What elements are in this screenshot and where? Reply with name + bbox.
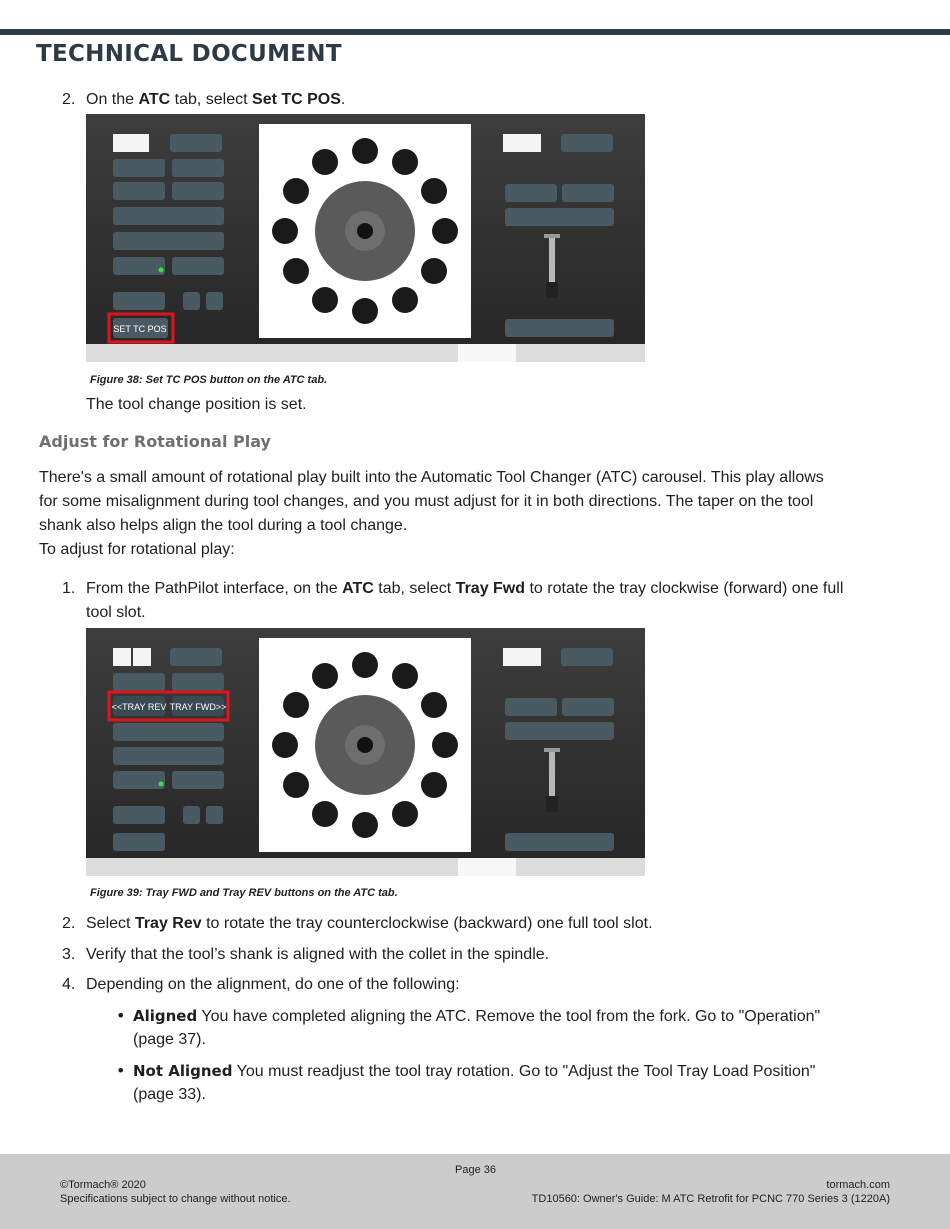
page-footer: [0, 1154, 950, 1229]
bullet-dot: •: [116, 1006, 126, 1025]
step-text: Depending on the alignment, do one of the following:: [86, 976, 460, 993]
step-text: Verify that the tool’s shank is aligned with the collet in the spindle.: [86, 946, 550, 963]
page-number: Page 36: [455, 1164, 496, 1176]
figure-39-caption: Figure 39: Tray FWD and Tray REV buttons on the ATC tab.: [90, 887, 398, 899]
bullet-dot: •: [116, 1061, 126, 1080]
tray-fwd-label: TRAY FWD>>: [169, 702, 227, 712]
bullet-text: Aligned You have completed aligning the ATC. Remove the tool from the fork. Go to "Operation": [133, 1007, 821, 1025]
document-reference: TD10560: Owner's Guide: M ATC Retrofit for PCNC 770 Series 3 (1220A): [531, 1193, 890, 1205]
tray-rev-label: <<TRAY REV: [111, 702, 167, 712]
step-text: On the ATC tab, select Set TC POS.: [86, 91, 346, 108]
step-text: Select Tray Rev to rotate the tray counterclockwise (backward) one full tool slot.: [86, 915, 653, 932]
intro-line-1: There's a small amount of rotational play built into the Automatic Tool Changer (ATC) carousel. This play allows: [39, 469, 824, 486]
section-heading: Adjust for Rotational Play: [39, 432, 271, 451]
step-number: 1.: [62, 580, 76, 597]
figure-38-screenshot: [86, 114, 645, 362]
step-text-cont: tool slot.: [86, 604, 146, 621]
step-number: 4.: [62, 976, 76, 993]
bullet-text: Not Aligned You must readjust the tool tray rotation. Go to "Adjust the Tool Tray Load Position": [133, 1062, 816, 1080]
intro-line-4: To adjust for rotational play:: [39, 541, 235, 558]
figure-39-screenshot: [86, 628, 645, 876]
step-text: From the PathPilot interface, on the ATC tab, select Tray Fwd to rotate the tray clockwise (forward) one full: [86, 580, 844, 597]
disclaimer: Specifications subject to change without notice.: [60, 1193, 291, 1205]
figure-38-caption: Figure 38: Set TC POS button on the ATC tab.: [90, 374, 328, 386]
copyright: ©Tormach® 2020: [60, 1179, 146, 1191]
document-title: TECHNICAL DOCUMENT: [36, 41, 342, 67]
step-number: 3.: [62, 946, 76, 963]
bullet-text-cont: (page 37).: [133, 1031, 206, 1048]
intro-line-3: shank also helps align the tool during a tool change.: [39, 517, 408, 534]
step-number: 2.: [62, 915, 76, 932]
set-tc-pos-label: SET TC POS: [113, 324, 167, 334]
bullet-text-cont: (page 33).: [133, 1086, 206, 1103]
intro-line-2: for some misalignment during tool changes, and you must adjust for it in both directions. The taper on the tool: [39, 493, 814, 510]
step-number: 2.: [62, 91, 76, 108]
header-bar: [0, 29, 950, 35]
result-text: The tool change position is set.: [86, 396, 307, 413]
website: tormach.com: [826, 1179, 890, 1191]
